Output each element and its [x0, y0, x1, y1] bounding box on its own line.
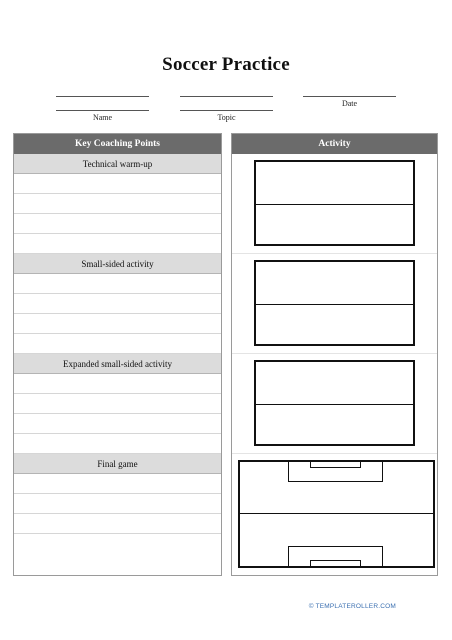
- topic-line-2[interactable]: [180, 110, 273, 111]
- section-header: Small-sided activity: [14, 254, 221, 274]
- write-line[interactable]: [14, 234, 221, 254]
- halfway-line: [240, 513, 433, 514]
- activity-panel: [231, 133, 438, 576]
- halfway-line: [256, 404, 413, 405]
- activity-slot: [232, 254, 437, 354]
- activity-slot: [232, 154, 437, 254]
- name-label: Name: [92, 113, 113, 122]
- write-line[interactable]: [14, 494, 221, 514]
- write-line[interactable]: [14, 374, 221, 394]
- field-diagram[interactable]: [254, 260, 415, 346]
- date-line[interactable]: [303, 96, 396, 97]
- field-diagram[interactable]: [254, 160, 415, 246]
- footer-credit[interactable]: © TEMPLATEROLLER.COM: [308, 603, 396, 610]
- coaching-points-panel: [13, 133, 222, 576]
- write-line[interactable]: [14, 474, 221, 494]
- name-line-1[interactable]: [56, 96, 149, 97]
- section-header: Expanded small-sided activity: [14, 354, 221, 374]
- activity-header: Activity: [232, 134, 437, 154]
- write-line[interactable]: [14, 434, 221, 454]
- topic-line-1[interactable]: [180, 96, 273, 97]
- halfway-line: [256, 304, 413, 305]
- write-line[interactable]: [14, 294, 221, 314]
- activity-slot: [232, 454, 437, 574]
- write-line[interactable]: [14, 314, 221, 334]
- goal-box-bottom: [310, 560, 361, 568]
- write-line[interactable]: [14, 394, 221, 414]
- pitch-diagram[interactable]: [238, 460, 435, 568]
- name-line-2[interactable]: [56, 110, 149, 111]
- date-label: Date: [341, 99, 358, 108]
- write-line[interactable]: [14, 414, 221, 434]
- write-line[interactable]: [14, 514, 221, 534]
- page-title: Soccer Practice: [162, 54, 290, 75]
- goal-box-top: [310, 460, 361, 468]
- topic-label: Topic: [217, 113, 236, 122]
- write-line[interactable]: [14, 334, 221, 354]
- field-diagram[interactable]: [254, 360, 415, 446]
- write-line[interactable]: [14, 534, 221, 554]
- write-line[interactable]: [14, 174, 221, 194]
- write-line[interactable]: [14, 274, 221, 294]
- section-header: Technical warm-up: [14, 154, 221, 174]
- halfway-line: [256, 204, 413, 205]
- activity-slot: [232, 354, 437, 454]
- section-header: Final game: [14, 454, 221, 474]
- coaching-points-header: Key Coaching Points: [14, 134, 221, 154]
- write-line[interactable]: [14, 214, 221, 234]
- write-line[interactable]: [14, 194, 221, 214]
